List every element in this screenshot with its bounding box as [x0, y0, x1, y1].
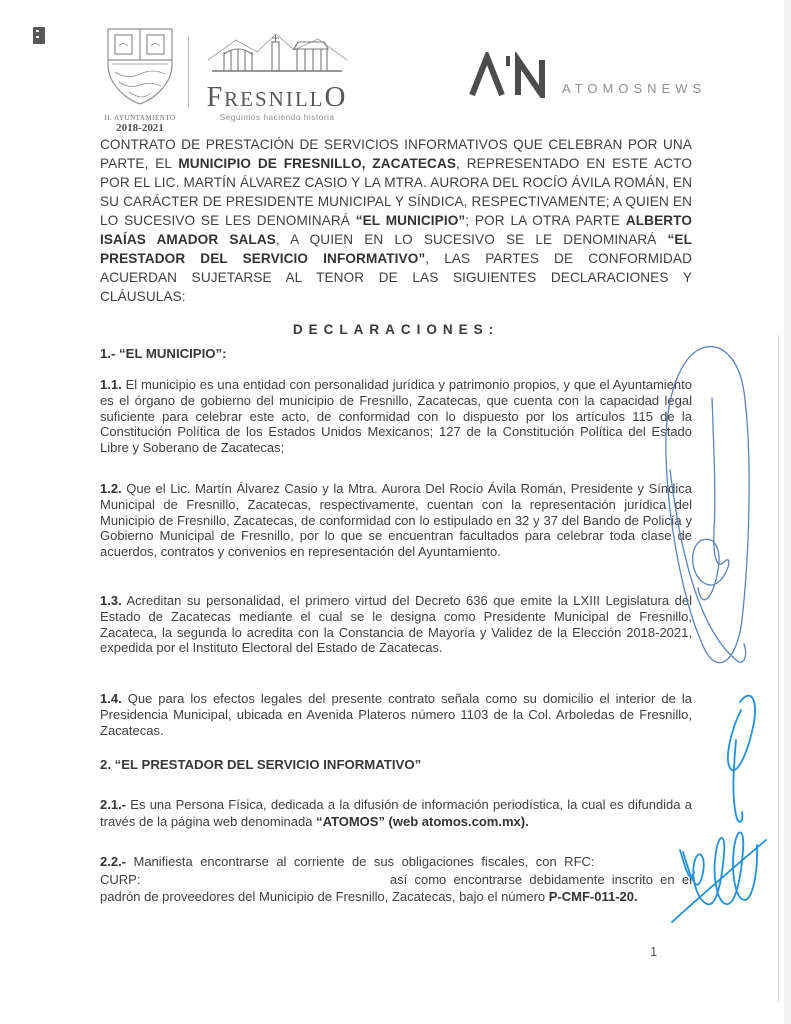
clause-2-1: 2.1.- Es una Persona Física, dedicada a la difusión de información periodística, la cual es difundida a través de la página web denominada “ATOMOS” (web atomos.com.mx). — [100, 797, 692, 829]
declarations-heading: DECLARACIONES: — [292, 322, 500, 337]
page-number: 1 — [650, 944, 658, 959]
header-divider — [188, 36, 189, 108]
fresnillo-letter-o: O — [324, 81, 348, 113]
section-2-heading: 2. “EL PRESTADOR DEL SERVICIO INFORMATIVO” — [100, 757, 422, 772]
scan-edge-line — [778, 335, 779, 1003]
fresnillo-tagline: Seguimos haciendo historia — [219, 112, 335, 122]
fresnillo-wordmark — [202, 83, 352, 112]
scan-print-mark — [33, 27, 45, 44]
scan-edge-shadow — [784, 0, 791, 1024]
municipal-coat-of-arms — [94, 26, 186, 134]
clause-2-2: 2.2.- Manifiesta encontrarse al corriente de sus obligaciones fiscales, con RFC: CURP: así como encontrarse debidamente inscrito en el padrón de proveedores del Municipio de Fresnillo, Zacatecas, bajo el número P-CMF-011-20. — [100, 854, 692, 904]
contract-intro-paragraph: CONTRATO DE PRESTACIÓN DE SERVICIOS INFORMATIVOS QUE CELEBRAN POR UNA PARTE, EL MUNICIPIO DE FRESNILLO, ZACATECAS, REPRESENTADO EN ESTE ACTO POR EL LIC. MARTÍN ÁLVAREZ CASIO Y LA MTRA. AURORA DEL ROCÍO ÁVILA ROMÁN, EN SU CARÁCTER DE PRESIDENTE MUNICIPAL Y SÍNDICA, RESPECTIVAMENTE; A QUIEN EN LO SUCESIVO SE LES DENOMINARÁ “EL MUNICIPIO”; POR LA OTRA PARTE ALBERTO ISAÍAS AMADOR SALAS, A QUIEN EN LO SUCESIVO SE LE DENOMINARÁ “EL PRESTADOR DEL SERVICIO INFORMATIVO”, LAS PARTES DE CONFORMIDAD ACUERDAN SUJETARSE AL TENOR DE LAS SIGUIENTES DECLARACIONES Y CLÁUSULAS: — [100, 137, 693, 304]
fresnillo-letters-mid: RESNILL — [224, 87, 325, 111]
coat-of-arms-icon — [101, 26, 179, 108]
clause-1-3: 1.3. Acreditan su personalidad, el primero virtud del Decreto 636 que emite la LXIII Legislatura del Estado de Zacatecas mediante el cual se le designa como Presidente Municipal de Fresnillo, Zacateca, la segunda lo acredita con la Constancia de Mayoría y Validez de la Elección 2018-2021, expedida por el Instituto Electoral del Estado de Zacatecas. — [100, 593, 692, 656]
atomos-wordmark: ATOMOSNEWS — [562, 81, 707, 96]
fresnillo-logo — [202, 30, 352, 122]
clause-1-4: 1.4. Que para los efectos legales del presente contrato señala como su domicilio el interior de la Presidencia Municipal, ubicada en Avenida Plateros número 1103 de la Col. Arboledas de Fresnillo, Zacatecas. — [100, 691, 692, 738]
shield-caption: H. AYUNTAMIENTO — [104, 114, 176, 122]
fresnillo-monument-icon — [202, 30, 352, 78]
shield-years: 2018-2021 — [116, 122, 164, 134]
clause-1-1: 1.1. El municipio es una entidad con personalidad jurídica y patrimonio propios, y que el Ayuntamiento es el órgano de gobierno del municipio de Fresnillo, Zacatecas, que cuenta con la capacidad legal suficiente para celebrar este acto, de conformidad con lo dispuesto por los artículos 115 de la Constitución Política de los Estados Unidos Mexicanos; 127 de la Constitución Política del Estado Libre y Soberano de Zacatecas; — [100, 377, 692, 456]
atomosnews-logo — [468, 52, 728, 103]
clause-1-2: 1.2. Que el Lic. Martín Álvarez Casio y la Mtra. Aurora Del Rocío Ávila Román, Presidente y Síndica Municipal de Fresnillo, Zacatecas, respectivamente, cuentan con la representación jurídica del Municipio de Fresnillo, Zacatecas, de conformidad con lo estipulado en 32 y 37 del Bando de Policía y Gobierno Municipal de Fresnillo, por lo que se encuentran facultados para celebrar toda clase de acuerdos, contratos y convenios en representación del Ayuntamiento. — [100, 481, 692, 560]
atomos-monogram-icon — [468, 52, 556, 98]
fresnillo-letter-f: F — [206, 82, 225, 113]
section-1-heading: 1.- “EL MUNICIPIO”: — [100, 346, 227, 361]
